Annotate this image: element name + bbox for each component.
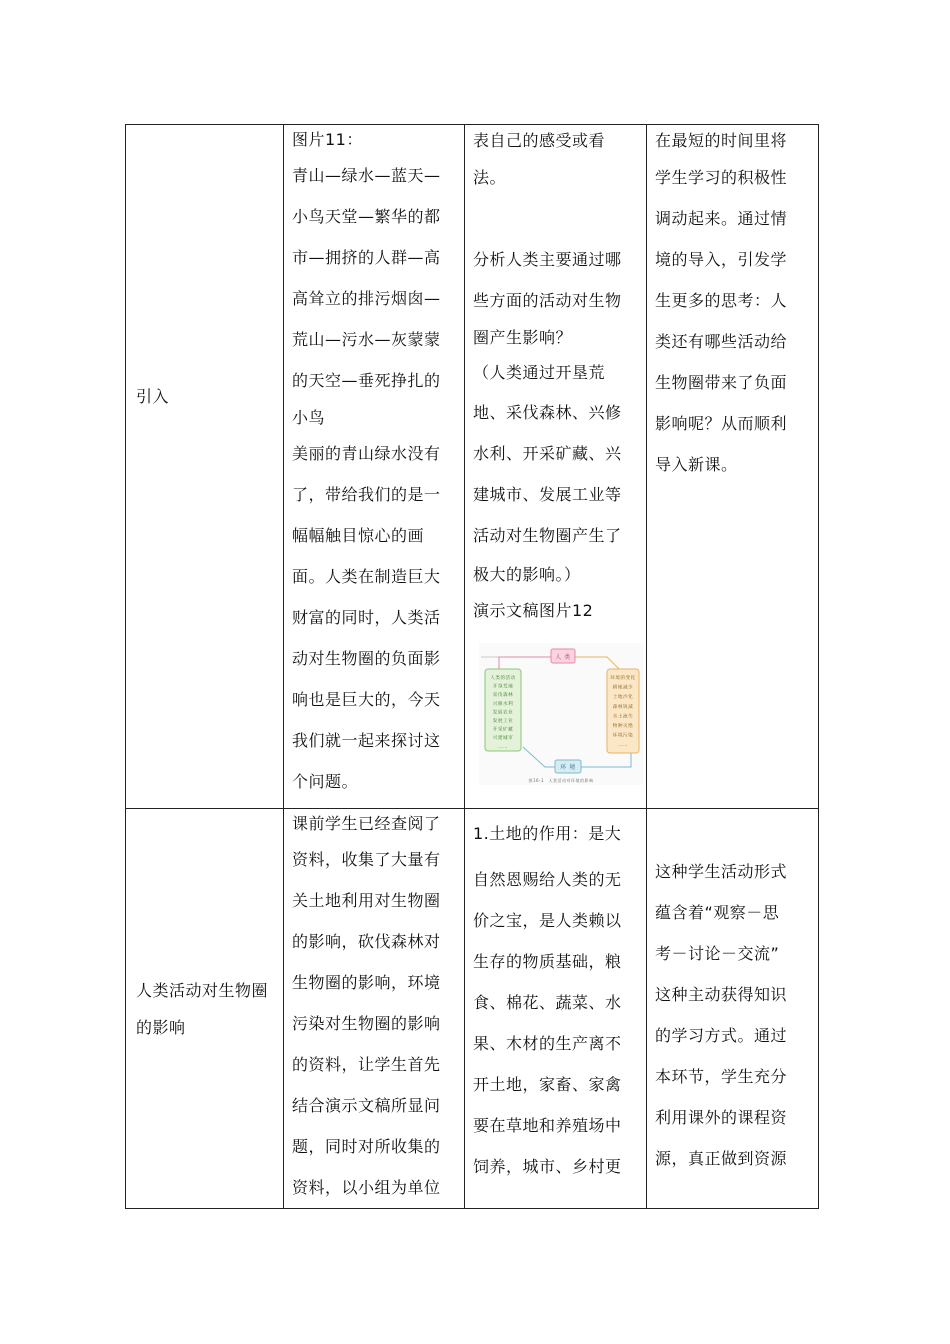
text-line: 这种主动获得知识 [655,985,788,1004]
text-line: 面。人类在制造巨大 [292,567,441,586]
text-line: 学生学习的积极性 [655,168,788,187]
diagram-box-line: 水土流失 [612,714,634,720]
text-line: 的影响，砍伐森林对 [292,932,441,951]
text-line: 了，带给我们的是一 [292,485,441,504]
stage-label-line: 人类活动对生物圈 [136,980,269,1000]
diagram-box-line: …… [497,744,509,750]
text-line: 表自己的感受或看 [473,131,606,150]
text-line: 这种学生活动形式 [655,862,788,881]
text-line: 个问题。 [292,772,359,791]
text-line: 生更多的思考：人 [655,291,788,310]
stage-cell-impact [126,809,284,1209]
text-line: 市—拥挤的人群—高 [292,248,441,267]
text-line: 结合演示文稿所显问 [292,1096,441,1115]
diagram-box-line: 发展工业 [492,719,514,724]
text-line: 境的导入，引发学 [655,250,788,269]
text-line: 在最短的时间里将 [655,131,788,150]
text-line: 小鸟 [292,408,326,427]
text-line: 蕴含着“观察－思 [655,903,780,922]
content-cell-impact [284,809,465,1209]
text-line: 圈产生影响？ [473,328,573,347]
diagram-box-line: 土地沙化 [612,695,634,701]
text-line: 源，真正做到资源 [655,1149,788,1168]
diagram-box-line: 环境的变化 [610,676,636,681]
text-line: 题，同时对所收集的 [292,1137,441,1156]
content-cell-intro [284,125,465,809]
intent-cell-impact [647,809,819,1209]
text-line: 影响呢？从而顺利 [655,414,788,433]
diagram-box-line: 采伐森林 [492,693,514,699]
text-line: 法。 [473,168,507,187]
text-line: 财富的同时，人类活 [292,608,441,627]
text-line: 果、木材的生产离不 [473,1034,622,1053]
table-row-impact [126,809,819,1209]
text-line: 地、采伐森林、兴修 [473,403,622,422]
human-environment-diagram [479,643,643,785]
text-line: 高耸立的排污烟囱— [292,289,441,308]
text-line: 青山—绿水—蓝天— [292,166,441,185]
text-line: 资料，以小组为单位 [292,1178,441,1197]
activity-cell-impact [465,809,647,1209]
text-line: 调动起来。通过情 [655,209,788,228]
text-line: 自然恩赐给人类的无 [473,870,622,889]
text-line: 分析人类主要通过哪 [473,250,622,269]
text-line: 小鸟天堂—繁华的都 [292,207,441,226]
text-line: 图片11： [292,130,363,149]
environment-box-label: 环 境 [560,764,576,771]
human-box-label: 人 类 [555,654,571,661]
text-line: 幅幅触目惊心的画 [292,526,425,545]
stage-label-line: 的影响 [136,1017,186,1037]
text-line: 考－讨论－交流” [655,944,780,963]
text-line: 活动对生物圈产生了 [473,526,622,545]
stage-label: 引入 [136,386,170,406]
text-line: 响也是巨大的，今天 [292,690,441,709]
diagram-box-line: 开垦荒地 [492,684,514,690]
text-line: 食、棉花、蔬菜、水 [473,993,622,1012]
intent-cell-intro [647,125,819,809]
text-line: 开土地，家畜、家禽 [473,1075,622,1094]
text-line: 建城市、发展工业等 [473,485,622,504]
text-line: 价之宝，是人类赖以 [473,911,622,930]
text-line: 水利、开采矿藏、兴 [473,444,622,463]
diagram-box-line: 兴修水利 [492,701,514,707]
text-line: 美丽的青山绿水没有 [292,444,441,463]
text-line: 极大的影响。） [473,565,581,584]
text-line: 饲养，城市、乡村更 [473,1157,622,1176]
text-line: 生物圈的影响，环境 [292,973,441,992]
table-row-intro [126,125,819,809]
text-line: 要在草地和养殖场中 [473,1116,622,1135]
diagram-box-line: 开采矿藏 [492,727,514,733]
text-line: 荒山—污水—灰蒙蒙 [292,330,441,349]
lesson-plan-table [125,124,819,1209]
text-line: 关土地利用对生物圈 [292,891,441,910]
diagram-caption: 图16-1 人类活动对环境的影响 [528,778,594,783]
activity-cell-intro [465,125,647,809]
diagram-box-line: 环境污染 [612,733,634,739]
text-line: 的天空—垂死挣扎的 [292,371,441,390]
changes-box [607,669,639,753]
text-line: 动对生物圈的负面影 [292,649,441,668]
diagram-box-line: 发展农业 [492,710,514,716]
text-line: 污染对生物圈的影响 [292,1014,441,1033]
text-line: 演示文稿图片12 [473,601,594,620]
diagram-box-line: 森林锐减 [612,704,634,710]
text-line: 本环节，学生充分 [655,1067,788,1086]
text-line: 生物圈带来了负面 [655,373,788,392]
text-line: 我们就一起来探讨这 [292,731,441,750]
diagram-box-line: 兴建城市 [492,736,514,742]
activities-box-text [490,674,515,750]
stage-cell-intro [126,125,284,809]
text-line: 些方面的活动对生物 [473,291,622,310]
text-line: 1.土地的作用：是大 [473,824,622,843]
text-line: （人类通过开垦荒 [473,363,606,382]
text-line: 利用课外的课程资 [655,1108,788,1127]
diagram-box-line: 人类的活动 [490,676,516,681]
text-line: 课前学生已经查阅了 [292,814,441,833]
text-line: 资料，收集了大量有 [292,850,441,869]
text-line: 的学习方式。通过 [655,1026,788,1045]
text-line: 生存的物质基础，粮 [473,952,622,971]
diagram-box-line: …… [617,743,629,749]
text-line: 导入新课。 [655,455,738,474]
diagram-box-line: 耕地减少 [612,685,634,691]
text-line: 的资料，让学生首先 [292,1055,441,1074]
diagram-box-line: 物种灭绝 [612,724,634,729]
text-line: 类还有哪些活动给 [655,332,788,351]
blank-line [473,198,638,239]
